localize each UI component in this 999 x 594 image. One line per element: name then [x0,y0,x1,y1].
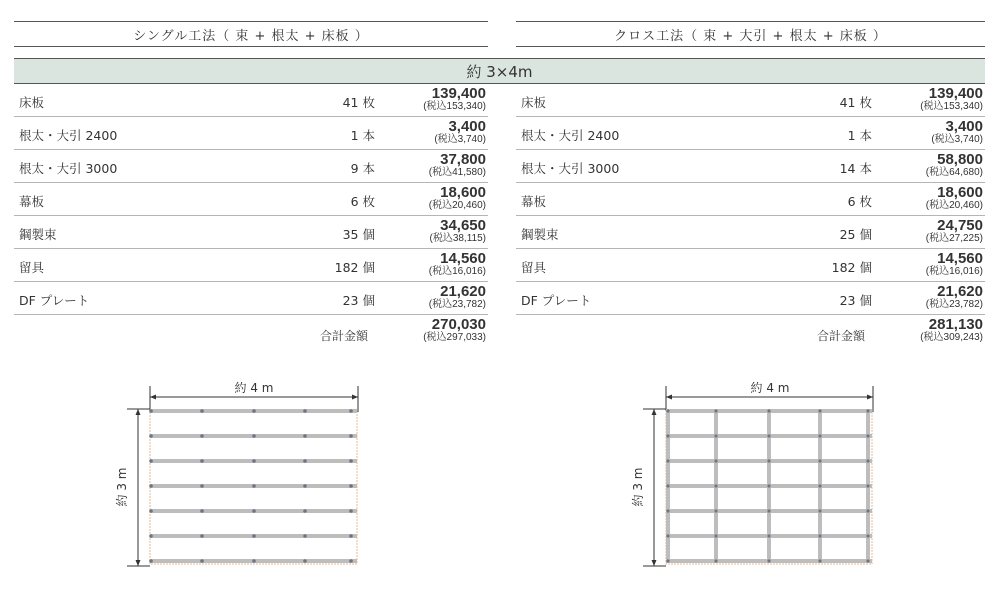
item-name: 床板 [521,95,547,110]
post-dot [666,484,669,487]
width-label: 約 4 m [234,381,274,395]
price-tax: (税込41,580) [428,167,486,178]
price-value: 24,750 [937,217,983,234]
post-dot [149,434,153,438]
post-dot [866,534,869,537]
price-tax: (税込20,460) [925,200,983,211]
post-dot [714,509,717,512]
post-dot [818,534,821,537]
single-method-diagram [115,381,358,566]
price-value: 14,560 [440,250,486,267]
total-label: 合計金額 [816,329,865,343]
item-name: 鋼製束 [521,227,559,242]
price-value: 21,620 [937,283,983,300]
item-qty: 41 枚 [839,95,872,110]
post-dot [767,559,770,562]
arrow-right-icon [867,395,873,400]
item-name: 留具 [521,260,547,275]
price-tax: (税込16,016) [925,266,983,277]
item-name: 根太・大引 3000 [521,161,620,176]
item-qty: 41 枚 [342,95,375,110]
price-value: 18,600 [440,184,486,201]
price-tax: (税込3,740) [931,134,983,145]
price-tax: (税込23,782) [428,299,486,310]
price-tax: (税込153,340) [423,101,486,112]
arrow-right-icon [352,395,358,400]
arrow-left-icon [666,395,672,400]
left-header-text: シングル工法（ 束 + 根太 + 床板 ） [133,28,369,44]
post-dot [866,484,869,487]
item-qty: 35 個 [342,227,375,242]
post-dot [666,534,669,537]
price-tax: (税込64,680) [925,167,983,178]
price-value: 58,800 [937,151,983,168]
arrow-up-icon [136,409,141,415]
post-dot [303,409,307,413]
post-dot [866,409,869,412]
post-dot [714,459,717,462]
item-name: 根太・大引 3000 [19,161,118,176]
item-name: 根太・大引 2400 [521,128,620,143]
post-dot [149,559,153,563]
post-dot [767,484,770,487]
post-dot [349,459,353,463]
post-dot [767,434,770,437]
price-value: 139,400 [928,85,983,102]
item-qty: 9 本 [350,161,375,176]
size-label: 約 3×4m [466,62,533,81]
post-dot [252,409,256,413]
post-dot [349,409,353,413]
price-tax: (税込20,460) [428,200,486,211]
post-dot [866,434,869,437]
total-value: 270,030 [431,316,486,333]
height-label: 約 3 m [631,467,645,507]
post-dot [818,459,821,462]
post-dot [252,559,256,563]
price-tax: (税込23,782) [925,299,983,310]
item-qty: 182 個 [334,260,375,275]
post-dot [714,559,717,562]
post-dot [149,409,153,413]
price-value: 3,400 [945,118,983,135]
post-dot [200,509,204,513]
post-dot [666,459,669,462]
post-dot [303,484,307,488]
post-dot [666,434,669,437]
post-dot [818,409,821,412]
price-value: 18,600 [937,184,983,201]
height-label: 約 3 m [115,467,129,507]
post-dot [714,534,717,537]
item-qty: 23 個 [342,293,375,308]
price-tax: (税込16,016) [428,266,486,277]
post-dot [767,534,770,537]
item-name: 床板 [19,95,45,110]
item-name: 鋼製束 [19,227,57,242]
post-dot [866,559,869,562]
post-dot [818,434,821,437]
post-dot [303,509,307,513]
post-dot [149,509,153,513]
post-dot [252,509,256,513]
post-dot [303,534,307,538]
price-tax: (税込3,740) [434,134,486,145]
post-dot [252,434,256,438]
arrow-up-icon [652,409,657,415]
post-dot [666,509,669,512]
beam-grid [666,409,872,563]
price-value: 34,650 [440,217,486,234]
total-value: 281,130 [928,316,983,333]
item-name: 留具 [19,260,45,275]
item-name: DF プレート [521,293,592,308]
post-dot [666,559,669,562]
post-dot [200,459,204,463]
arrow-down-icon [136,560,141,566]
item-qty: 14 本 [839,161,872,176]
post-dot [349,484,353,488]
post-dot [349,509,353,513]
post-dot [714,434,717,437]
item-qty: 25 個 [839,227,872,242]
total-label: 合計金額 [319,329,368,343]
post-dot [252,484,256,488]
item-qty: 6 枚 [350,194,375,209]
arrow-down-icon [652,560,657,566]
item-name: 幕板 [521,194,547,209]
item-qty: 1 本 [847,128,872,143]
post-dot [200,434,204,438]
post-dot [200,484,204,488]
width-label: 約 4 m [750,381,790,395]
post-dot [666,409,669,412]
right-header-text: クロス工法（ 束 + 大引 + 根太 + 床板 ） [614,28,887,44]
price-value: 139,400 [431,85,486,102]
joist-group [149,409,357,563]
post-dot [767,509,770,512]
post-dot [818,559,821,562]
post-dot [252,459,256,463]
post-dot [303,459,307,463]
item-qty: 23 個 [839,293,872,308]
price-value: 21,620 [440,283,486,300]
total-tax: (税込297,033) [423,332,486,343]
post-dot [349,559,353,563]
post-dot [149,534,153,538]
total-tax: (税込309,243) [920,332,983,343]
price-tax: (税込38,115) [429,233,486,244]
post-dot [149,459,153,463]
price-value: 3,400 [448,118,486,135]
post-dot [866,509,869,512]
post-dot [303,559,307,563]
post-dot [818,484,821,487]
post-dot [149,484,153,488]
post-dot [349,534,353,538]
item-name: DF プレート [19,293,90,308]
post-dot [303,434,307,438]
post-dot [200,559,204,563]
post-dot [200,534,204,538]
post-dot [349,434,353,438]
price-value: 37,800 [440,151,486,168]
post-dot [714,409,717,412]
post-dot [866,459,869,462]
arrow-left-icon [150,395,156,400]
item-name: 根太・大引 2400 [19,128,118,143]
item-name: 幕板 [19,194,45,209]
post-dot [200,409,204,413]
price-tax: (税込27,225) [925,233,983,244]
price-value: 14,560 [937,250,983,267]
cross-method-diagram [631,381,873,566]
item-qty: 6 枚 [847,194,872,209]
item-qty: 182 個 [831,260,872,275]
post-dot [767,409,770,412]
price-tax: (税込153,340) [920,101,983,112]
post-dot [818,509,821,512]
post-dot [714,484,717,487]
post-dot [767,459,770,462]
item-qty: 1 本 [350,128,375,143]
post-dot [252,534,256,538]
